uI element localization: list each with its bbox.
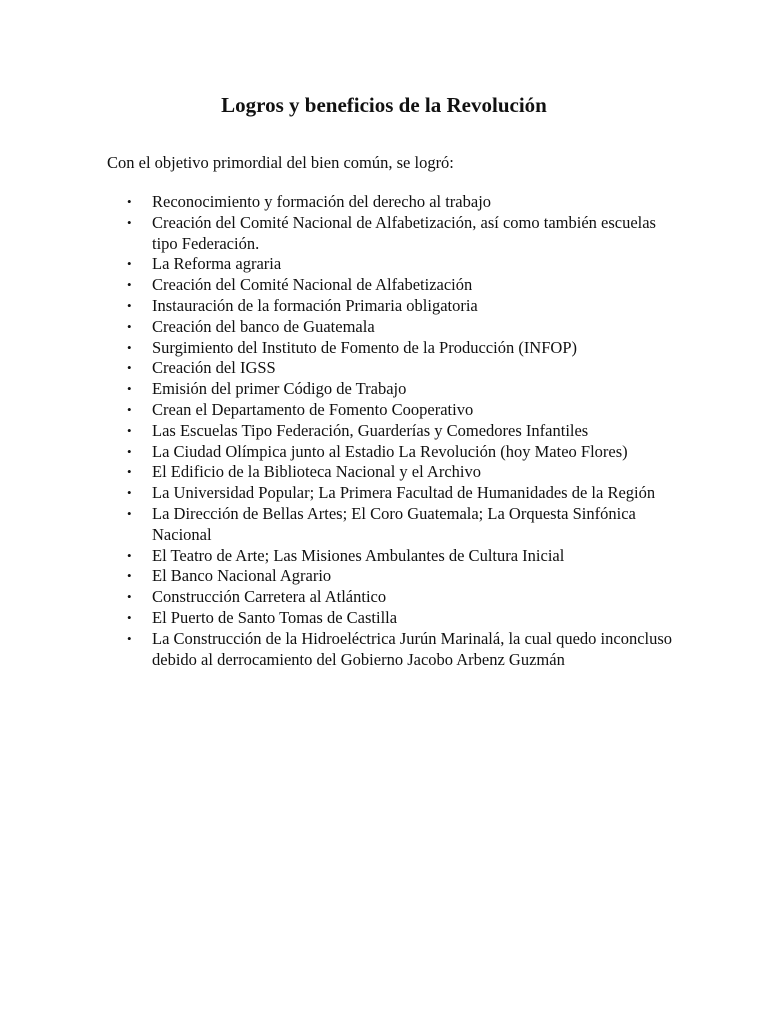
bullet-icon: • — [127, 568, 132, 584]
list-item — [107, 546, 677, 567]
list-item-text: Creación del IGSS — [152, 358, 276, 378]
bullet-icon: • — [127, 422, 132, 438]
bullet-icon: • — [127, 609, 132, 625]
bullet-icon: • — [127, 318, 132, 334]
bullet-icon: • — [127, 547, 132, 563]
bullet-icon: • — [127, 589, 132, 605]
list-item-text: El Banco Nacional Agrario — [152, 566, 332, 586]
list-item-text: La Reforma agraria — [152, 254, 282, 274]
bullet-icon: • — [127, 360, 132, 376]
list-item-text: Reconocimiento y formación del derecho al trabajo — [152, 192, 492, 211]
intro-paragraph: Con el objetivo primordial del bien común, se logró: — [107, 153, 454, 172]
list-item — [107, 379, 677, 400]
list-item-text: Construcción Carretera al Atlántico — [152, 587, 387, 607]
list-item — [107, 296, 677, 317]
bullet-icon: • — [127, 194, 132, 209]
list-item — [107, 442, 677, 463]
bullet-icon: • — [127, 505, 132, 521]
list-item — [107, 317, 677, 338]
list-item — [107, 275, 677, 296]
list-item-text: Instauración de la formación Primaria obligatoria — [152, 295, 478, 315]
list-item — [107, 587, 677, 608]
bullet-icon: • — [127, 443, 132, 459]
list-item-text: La Universidad Popular; La Primera Facultad de Humanidades de la Región — [152, 483, 656, 503]
bullet-icon: • — [127, 464, 132, 480]
list-item-text: Emisión del primer Código de Trabajo — [152, 379, 407, 399]
list-item — [107, 566, 677, 587]
list-item-text: La Ciudad Olímpica junto al Estadio La Revolución (hoy Mateo Flores) — [152, 441, 628, 461]
list-item — [107, 213, 677, 255]
list-item — [107, 338, 677, 359]
list-item — [107, 483, 677, 504]
achievements-list — [107, 192, 677, 670]
list-item-text: Creación del Comité Nacional de Alfabetización — [152, 275, 473, 295]
list-item-text: La Dirección de Bellas Artes; El Coro Guatemala; La Orquesta Sinfónica Nacional — [152, 503, 636, 544]
list-item — [107, 462, 677, 483]
bullet-icon: • — [127, 630, 132, 646]
bullet-icon: • — [127, 256, 132, 272]
list-item-text: Crean el Departamento de Fomento Cooperativo — [152, 399, 474, 419]
list-item — [107, 192, 677, 213]
list-item — [107, 421, 677, 442]
list-item-text: Creación del Comité Nacional de Alfabetización, así como también escuelas tipo Federación. — [152, 212, 656, 253]
page-title: Logros y beneficios de la Revolución — [221, 93, 547, 117]
list-item-text: Surgimiento del Instituto de Fomento de la Producción (INFOP) — [152, 337, 577, 357]
bullet-icon: • — [127, 214, 132, 230]
bullet-icon: • — [127, 277, 132, 293]
list-item-text: El Teatro de Arte; Las Misiones Ambulantes de Cultura Inicial — [152, 545, 565, 565]
bullet-icon: • — [127, 297, 132, 313]
list-item-text: Las Escuelas Tipo Federación, Guarderías y Comedores Infantiles — [152, 420, 589, 440]
list-item-text: El Edificio de la Biblioteca Nacional y el Archivo — [152, 462, 481, 482]
list-item-text: Creación del banco de Guatemala — [152, 316, 375, 336]
list-item — [107, 629, 677, 671]
list-item — [107, 504, 677, 546]
list-item — [107, 400, 677, 421]
list-item — [107, 358, 677, 379]
bullet-icon: • — [127, 485, 132, 501]
list-item-text: La Construcción de la Hidroeléctrica Jurún Marinalá, la cual quedo inconcluso debido al derrocamiento del Gobierno Jacobo Arbenz Guzmán — [152, 628, 673, 669]
bullet-icon: • — [127, 339, 132, 355]
bullet-icon: • — [127, 401, 132, 417]
list-item-text: El Puerto de Santo Tomas de Castilla — [152, 607, 398, 627]
bullet-icon: • — [127, 381, 132, 397]
list-item — [107, 608, 677, 629]
list-item — [107, 254, 677, 275]
